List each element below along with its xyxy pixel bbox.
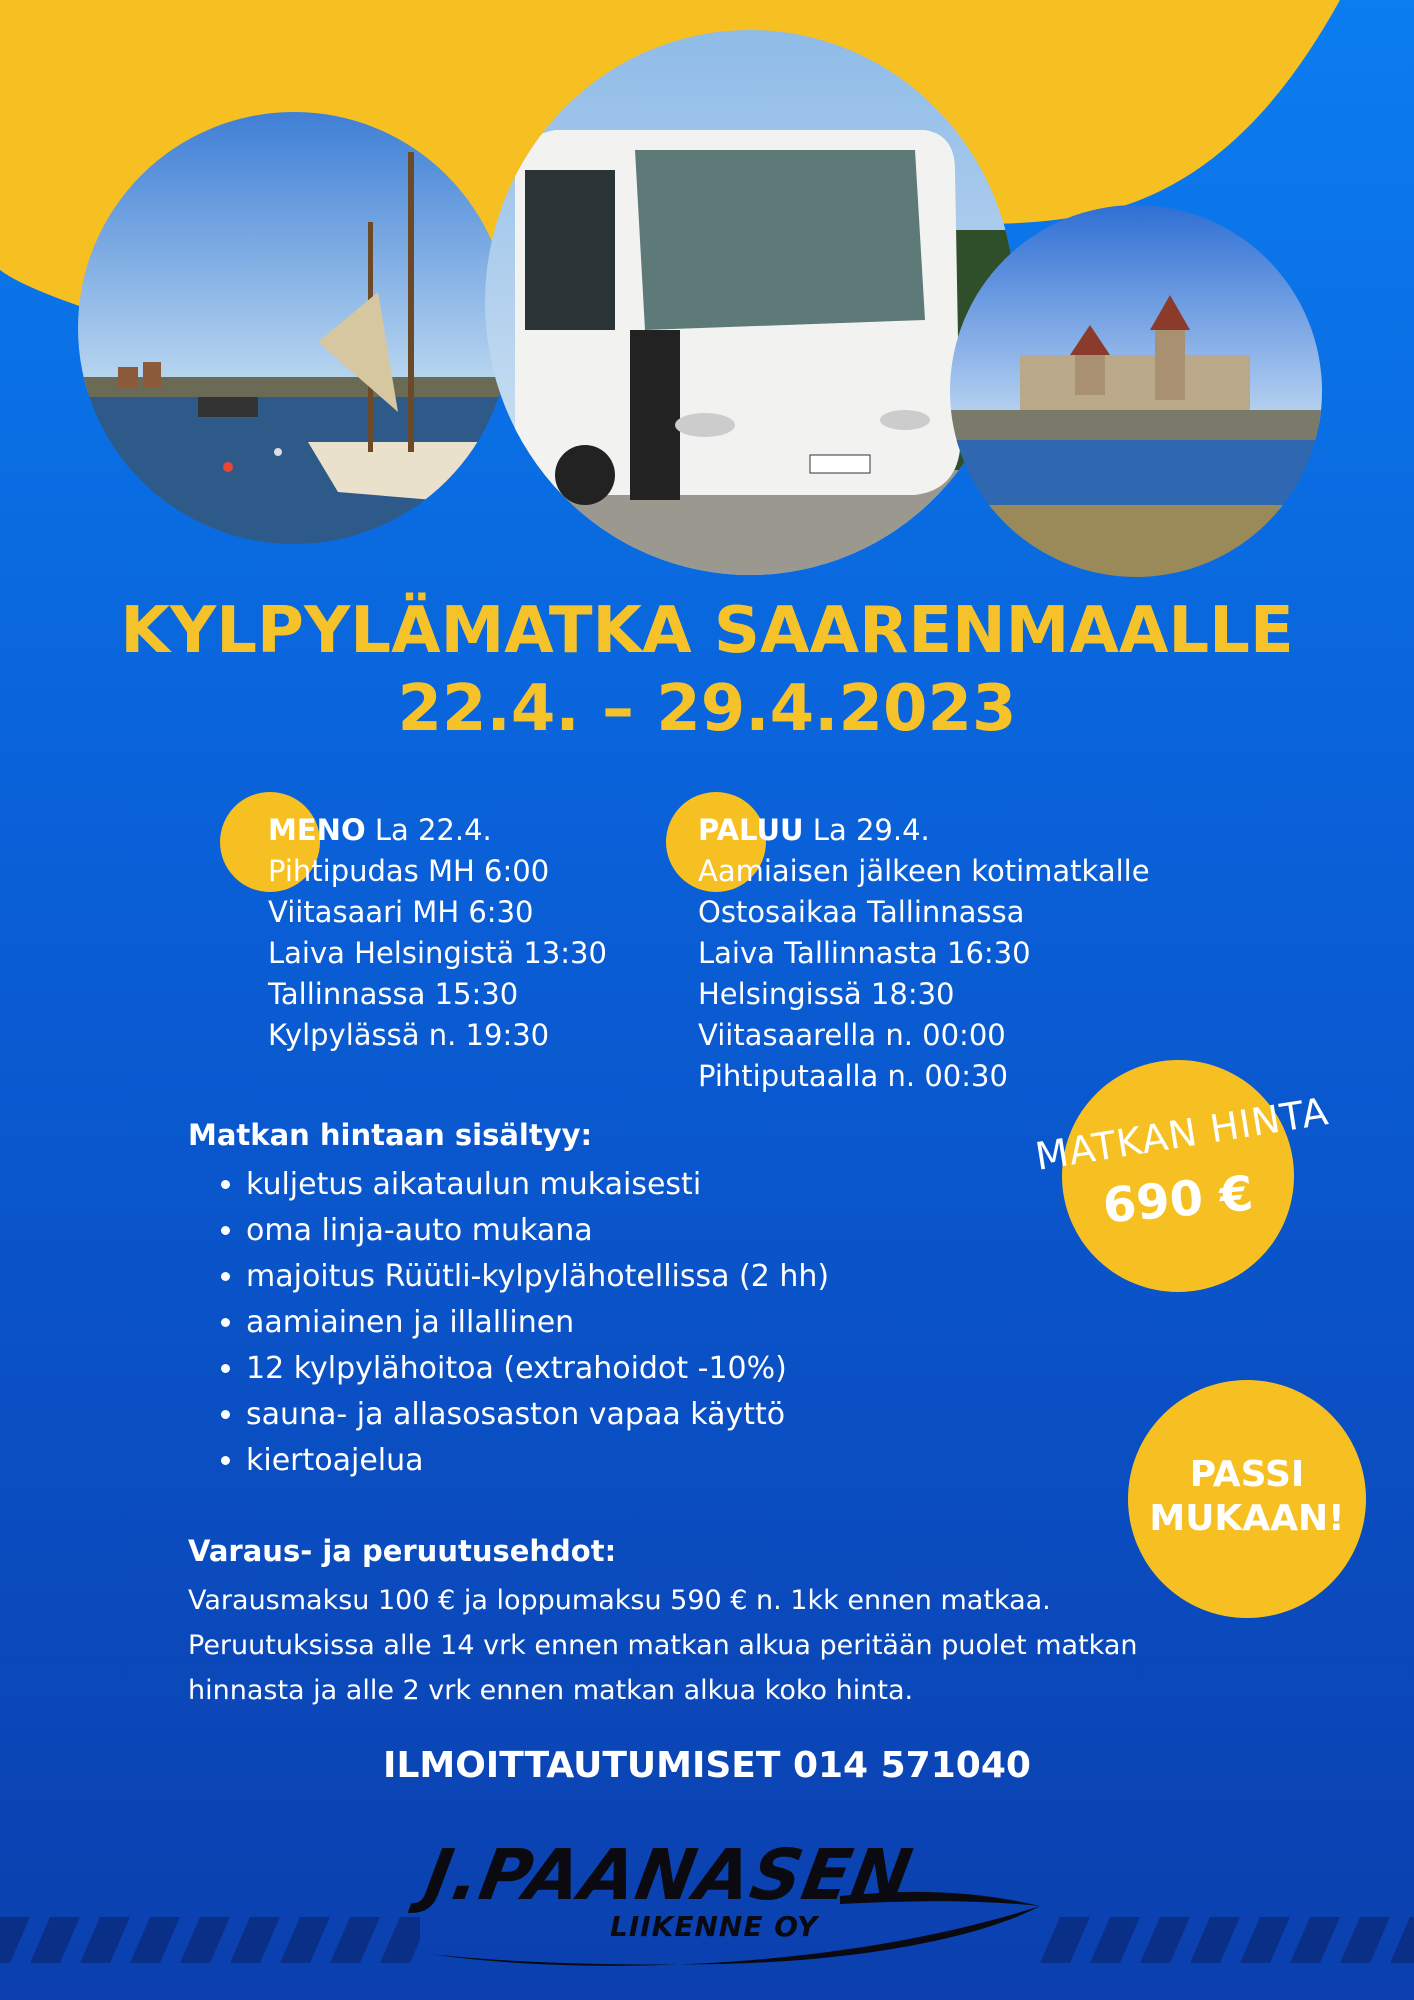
outbound-date: La 22.4. [374, 813, 492, 847]
included-list [188, 1162, 829, 1484]
terms-line: Varausmaksu 100 € ja loppumaksu 590 € n. 1kk ennen matkaa. [188, 1585, 1051, 1616]
photo-castle [950, 205, 1322, 577]
schedule-stop: Laiva Helsingistä 13:30 [268, 936, 607, 970]
schedule-stop: Tallinnassa 15:30 [268, 977, 519, 1011]
company-logo [420, 1826, 1050, 1966]
terms-title: Varaus- ja peruutusehdot: [188, 1534, 617, 1568]
passport-line1: PASSI [1189, 1454, 1305, 1495]
schedule-stop: Helsingissä 18:30 [698, 977, 955, 1011]
passport-badge [1128, 1380, 1366, 1618]
trip-dates: 22.4. – 29.4.2023 [397, 672, 1017, 746]
outbound-schedule [268, 810, 607, 1056]
passport-line2: MUKAAN! [1149, 1498, 1345, 1539]
return-date: La 29.4. [812, 813, 930, 847]
page-title: KYLPYLÄMATKA SAARENMAALLE [120, 594, 1294, 668]
list-item: • majoitus Rüütli-kylpylähotellissa (2 hh) [246, 1254, 829, 1300]
schedule-stop: Pihtipudas MH 6:00 [268, 854, 550, 888]
logo-subtitle: LIIKENNE OY [610, 1910, 819, 1943]
list-item: • aamiainen ja illallinen [246, 1300, 829, 1346]
logo-name: J.PAANASEN [418, 1834, 919, 1916]
schedule-stop: Viitasaari MH 6:30 [268, 895, 534, 929]
price-value: 690 € [1100, 1165, 1256, 1235]
included-title: Matkan hintaan sisältyy: [188, 1118, 593, 1152]
schedule-stop: Viitasaarella n. 00:00 [698, 1018, 1006, 1052]
outbound-label: MENO [268, 813, 366, 847]
return-label: PALUU [698, 813, 804, 847]
price-label: MATKAN HINTA [1032, 1089, 1332, 1179]
photo-sailing-ship [78, 112, 510, 544]
photo-tour-bus [485, 30, 1015, 575]
return-schedule [698, 810, 1150, 1097]
schedule-stop: Laiva Tallinnasta 16:30 [698, 936, 1031, 970]
list-item: • sauna- ja allasosaston vapaa käyttö [246, 1392, 829, 1438]
terms-line: Peruutuksissa alle 14 vrk ennen matkan alkua peritään puolet matkan [188, 1630, 1138, 1661]
list-item: • kuljetus aikataulun mukaisesti [246, 1162, 829, 1208]
bottom-stripes-right [1040, 1917, 1414, 1963]
bottom-stripes-left [0, 1917, 420, 1963]
list-item: • 12 kylpylähoitoa (extrahoidot -10%) [246, 1346, 829, 1392]
price-badge [1032, 1060, 1332, 1292]
contact-phone: ILMOITTAUTUMISET 014 571040 [383, 1745, 1031, 1786]
list-item: • oma linja-auto mukana [246, 1208, 829, 1254]
terms-text [188, 1578, 1138, 1713]
terms-line: hinnasta ja alle 2 vrk ennen matkan alkua koko hinta. [188, 1675, 914, 1706]
schedule-stop: Kylpylässä n. 19:30 [268, 1018, 550, 1052]
list-item: • kiertoajelua [246, 1438, 829, 1484]
schedule-stop: Pihtiputaalla n. 00:30 [698, 1059, 1008, 1093]
schedule-stop: Ostosaikaa Tallinnassa [698, 895, 1025, 929]
schedule-stop: Aamiaisen jälkeen kotimatkalle [698, 854, 1150, 888]
